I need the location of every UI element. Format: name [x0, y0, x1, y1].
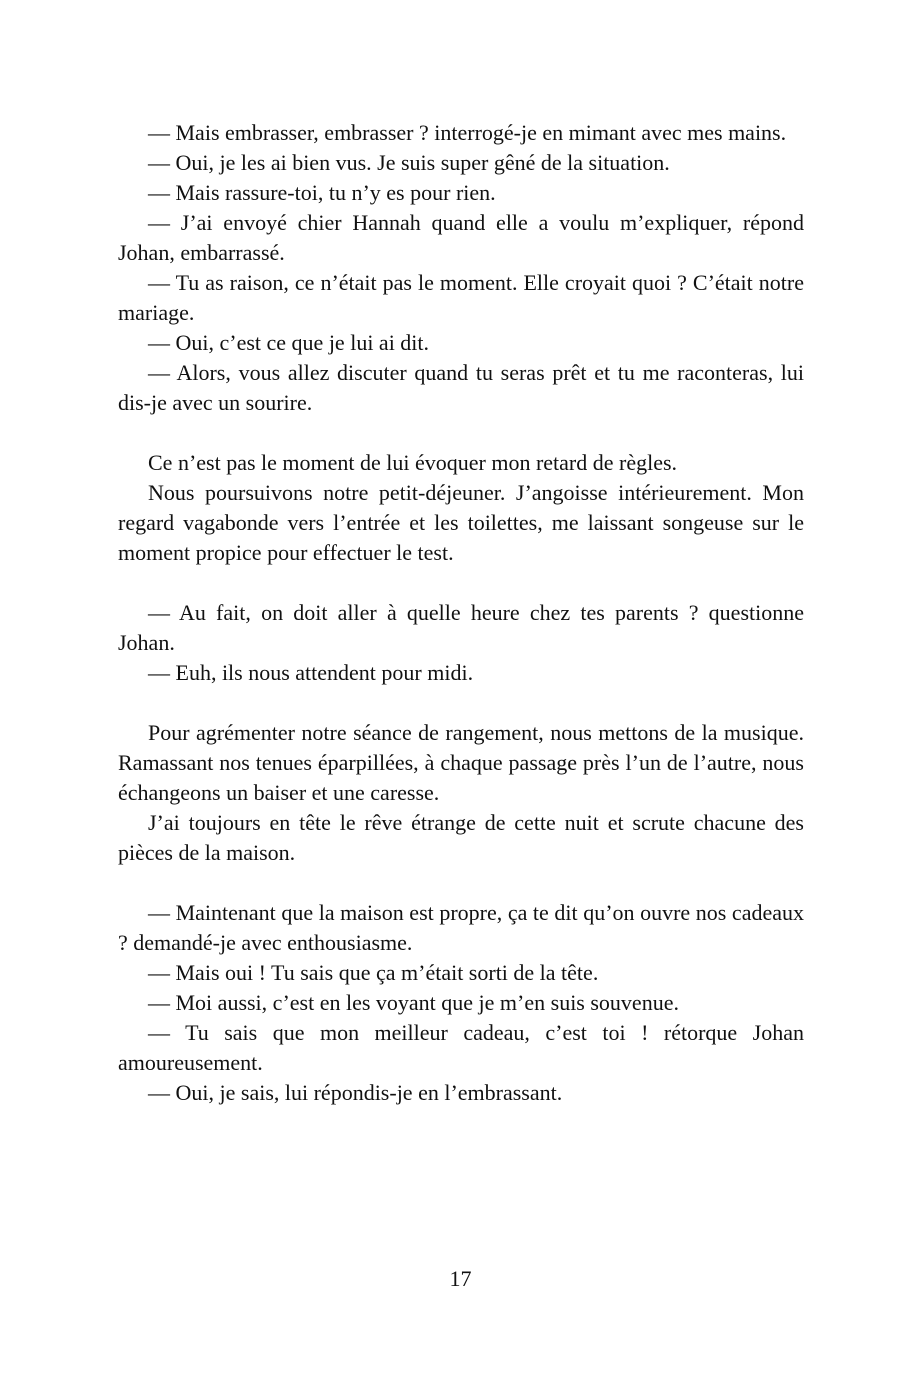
dialogue-line: — J’ai envoyé chier Hannah quand elle a voulu m’expliquer, répond Johan, embarrassé. [118, 210, 804, 265]
dialogue-line: — Mais embrasser, embrasser ? interrogé-je en mimant avec mes mains. [148, 120, 787, 145]
section-break [118, 868, 804, 898]
section-break [118, 418, 804, 448]
body-text [118, 118, 804, 1108]
dialogue-line: — Tu sais que mon meilleur cadeau, c’est toi ! rétorque Johan amoureusement. [118, 1020, 804, 1075]
dialogue-line: — Oui, je les ai bien vus. Je suis super gêné de la situation. [148, 150, 670, 175]
dialogue-line: — Euh, ils nous attendent pour midi. [148, 660, 474, 685]
dialogue-line: — Oui, c’est ce que je lui ai dit. [148, 330, 430, 355]
section-break [118, 568, 804, 598]
dialogue-line: — Maintenant que la maison est propre, ça te dit qu’on ouvre nos cadeaux ? demandé-je avec enthousiasme. [118, 900, 804, 955]
dialogue-line: — Moi aussi, c’est en les voyant que je m’en suis souvenue. [148, 990, 679, 1015]
section-break [118, 688, 804, 718]
page-number: 17 [449, 1266, 472, 1291]
dialogue-line: — Alors, vous allez discuter quand tu seras prêt et tu me raconteras, lui dis-je avec un sourire. [118, 360, 804, 415]
dialogue-line: — Tu as raison, ce n’était pas le moment. Elle croyait quoi ? C’était notre mariage. [118, 270, 804, 325]
dialogue-line: — Au fait, on doit aller à quelle heure chez tes parents ? questionne Johan. [118, 600, 804, 655]
dialogue-line: — Oui, je sais, lui répondis-je en l’embrassant. [148, 1080, 563, 1105]
narrative-paragraph: Ce n’est pas le moment de lui évoquer mon retard de règles. [148, 450, 678, 475]
dialogue-line: — Mais rassure-toi, tu n’y es pour rien. [148, 180, 496, 205]
narrative-paragraph: Nous poursuivons notre petit-déjeuner. J’angoisse intérieurement. Mon regard vagabonde vers l’entrée et les toilettes, me laissant songeuse sur le moment propice pour effectuer le test. [118, 480, 804, 565]
dialogue-line: — Mais oui ! Tu sais que ça m’était sorti de la tête. [148, 960, 599, 985]
narrative-paragraph: J’ai toujours en tête le rêve étrange de cette nuit et scrute chacune des pièces de la maison. [118, 810, 804, 865]
narrative-paragraph: Pour agrémenter notre séance de rangement, nous mettons de la musique. Ramassant nos tenues éparpillées, à chaque passage près l’un de l’autre, nous échangeons un baiser et une caresse. [118, 720, 804, 805]
